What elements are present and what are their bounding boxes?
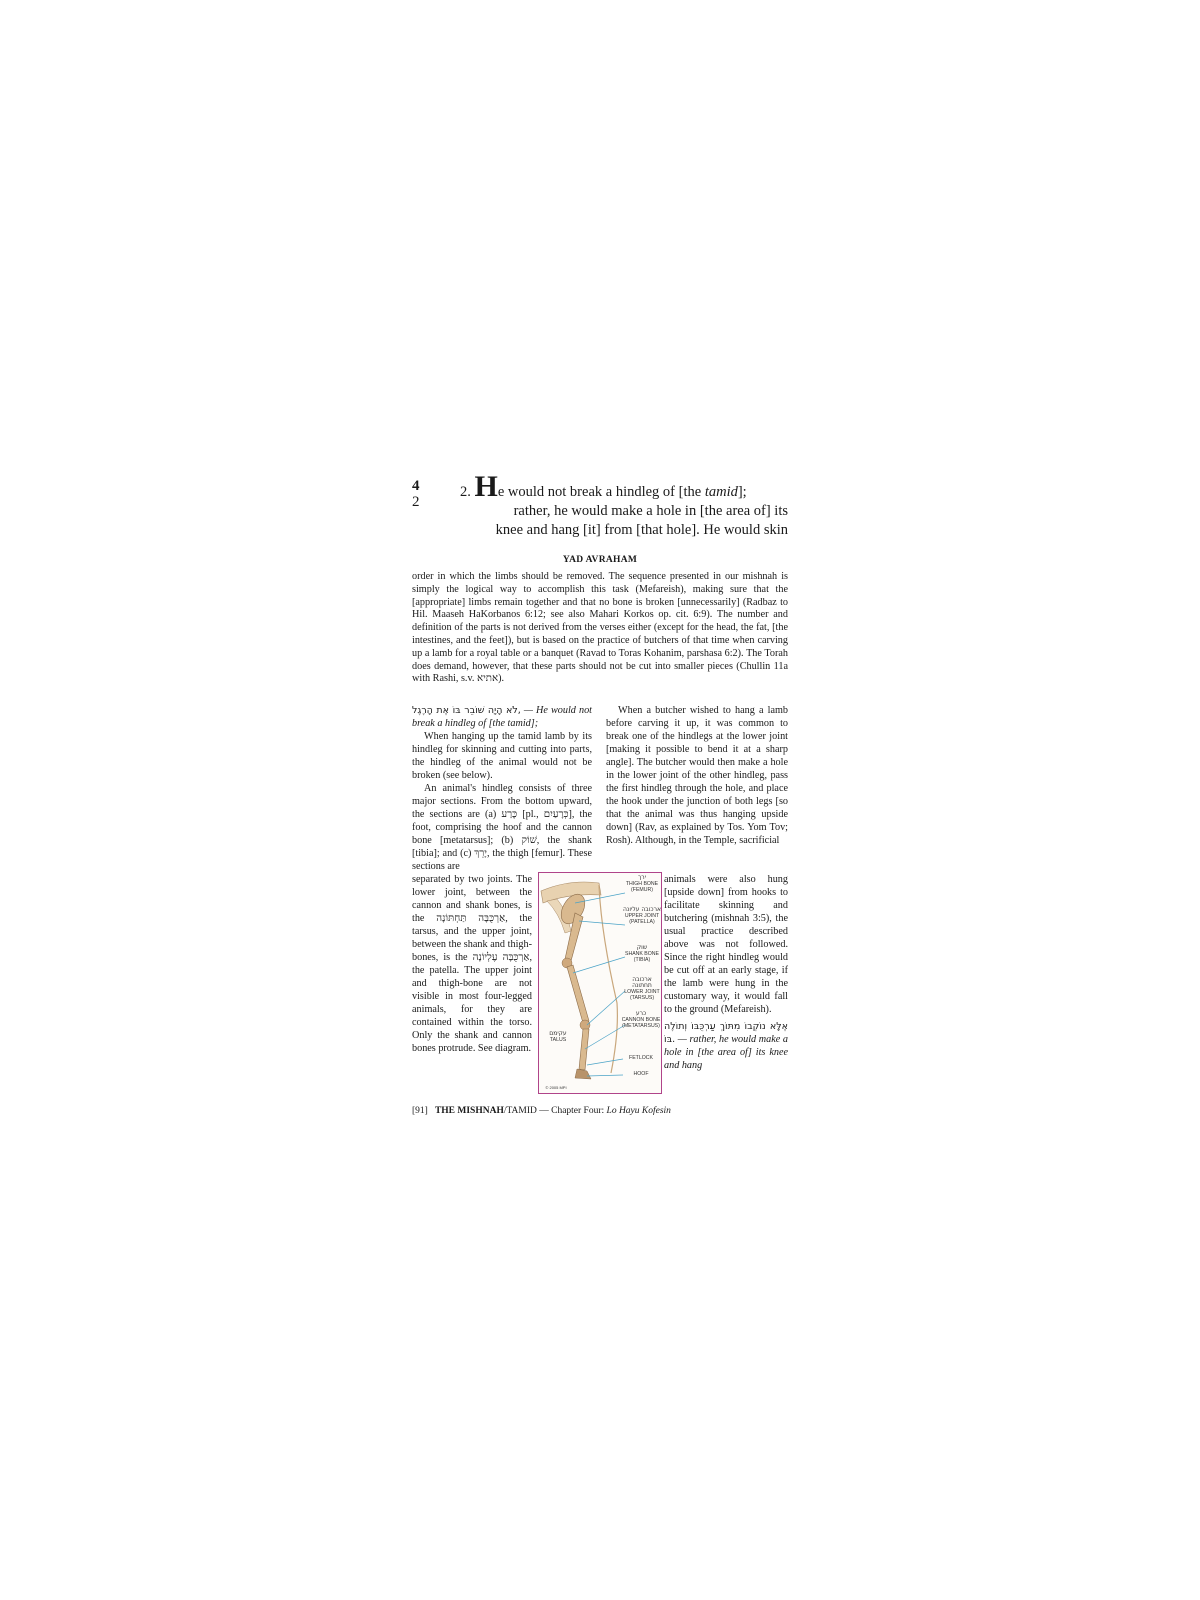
page-footer	[412, 1106, 788, 1116]
diagram-credit: © 2005 MPI	[545, 1085, 567, 1090]
right-column-continued	[664, 873, 788, 1072]
right-paragraph-1: When a butcher wished to hang a lamb before carving it up, it was common to break one of the hindlegs at the lower joint [making it possible to bend it at a sharp angle]. The butcher would then make a hole in the lower joint of the other hindleg, pass the first hindleg through the hole, and place the hook under the junction of both legs [so that the animal was thus hanging upside down] (Rav, as explained by Tos. Yom Tov; Rosh). Although, in the Temple, sacrificial	[606, 705, 788, 846]
left-paragraph-1: When hanging up the tamid lamb by its hindleg for skinning and cutting into parts, the hindleg of the animal would not be broken (see below).	[412, 731, 592, 781]
chapter-number: 4	[412, 478, 420, 494]
label-lower-joint: ארכובה תחתונה LOWER JOINT (TARSUS)	[624, 976, 660, 1001]
mishnah-num: 2.	[460, 484, 471, 500]
label-hoof: HOOF	[633, 1071, 649, 1077]
label-thigh: ירך THIGH BONE (FEMUR)	[625, 874, 659, 893]
left-column	[412, 704, 592, 873]
mishnah-line3: knee and hang [it] from [that hole]. He would skin	[495, 522, 788, 538]
hindleg-diagram	[538, 872, 662, 1094]
label-shank: שוק SHANK BONE (TIBIA)	[624, 944, 659, 963]
chapter-marker	[412, 478, 420, 510]
left-paragraph-2: An animal's hindleg consists of three major sections. From the bottom upward, the sections are (a) כֶּרַע [pl., כְּרָעַיִם], the foot, comprising the hoof and the cannon bone [metatarsus]; (b) שׁוֹק, the shank [tibia]; and (c) יָרֵךְ, the thigh [femur]. These sections are	[412, 783, 592, 872]
right-column	[606, 704, 788, 847]
lemma-english-2: — rather, he would make a hole in [the area of] its knee and hang	[664, 1034, 788, 1071]
mishnah-translation	[458, 470, 788, 540]
lemma-hebrew: לֹא הָיָה שׁוֹבֵר בּוֹ אֶת הָרֶגֶל,	[412, 705, 521, 716]
label-upper-joint: ארכובה עליונה UPPER JOINT (PATELLA)	[623, 906, 661, 925]
lemma-english: — He would not break a hindleg of [the tamid];	[412, 705, 592, 729]
intro-paragraph: order in which the limbs should be removed. The sequence presented in our mishnah is simply the logical way to accomplish this task (Mefareish), making sure that the [appropriate] limbs remain together and that no bone is broken [unnecessarily] (Radbaz to Hil. Maaseh HaKorbanos 6:12; see also Mahari Korkos op. cit. 6:9). The number and definition of the parts is not derived from the verses either (except for the head, the fat, [the intestines, and the feet]), but is based on the practice of butchers of that time when carving up a lamb for a royal table or a banquet (Ravad to Toras Kohanim, parshasa 6:2). The Torah does demand, however, that these parts should not be cut into smaller pieces (Chullin 11a with Rashi, s.v. אתיא).	[412, 571, 788, 685]
mishnah-line2: rather, he would make a hole in [the area of] its	[513, 503, 788, 519]
label-talus: עקימם TALUS	[549, 1030, 567, 1043]
mishnah-italic: tamid	[704, 484, 738, 500]
mishnah-line1: e would not break a hindleg of [the	[497, 484, 705, 500]
series-title: THE MISHNAH	[434, 1106, 504, 1116]
drop-cap: H	[474, 470, 498, 503]
mishnah-number: 2	[412, 494, 420, 510]
label-cannon: כרע CANNON BONE (METATARSUS)	[621, 1010, 661, 1029]
mishnah-line1-end: ];	[737, 484, 747, 500]
chapter-name: Lo Hayu Kofesin	[606, 1106, 671, 1116]
label-fetlock: FETLOCK	[629, 1055, 653, 1061]
lemma-hebrew-2: אֶלָּא נוֹקְבוֹ מִתּוֹךְ עַרְכֻּבּוֹ וְתוֹלֶה בּוֹ.	[664, 1021, 788, 1045]
tractate-chapter: /TAMID — Chapter Four:	[503, 1106, 607, 1116]
commentary-header: YAD AVRAHAM	[562, 555, 638, 565]
page-number: [91]	[412, 1106, 428, 1116]
left-column-continued: separated by two joints. The lower joint, between the cannon and shank bones, is the אַרְכֻּבָּה תַּחְתּוֹנָה, the tarsus, and the upper joint, between the shank and thigh-bones, is the אַרְכֻּבָּה עֶלְיוֹנָה, the patella. The upper joint and thigh-bone are not visible in most four-legged animals, for they are contained within the torso. Only the shank and cannon bones protrude. See diagram.	[412, 874, 532, 1054]
right-paragraph-1-cont: animals were also hung [upside down] from hooks to facilitate skinning and butchering (mishnah 3:5), the usual practice described above was not followed. Since the right hindleg would be cut off at an early stage, if the lamb were hung in the customary way, it would fall to the ground (Mefareish).	[664, 874, 788, 1015]
